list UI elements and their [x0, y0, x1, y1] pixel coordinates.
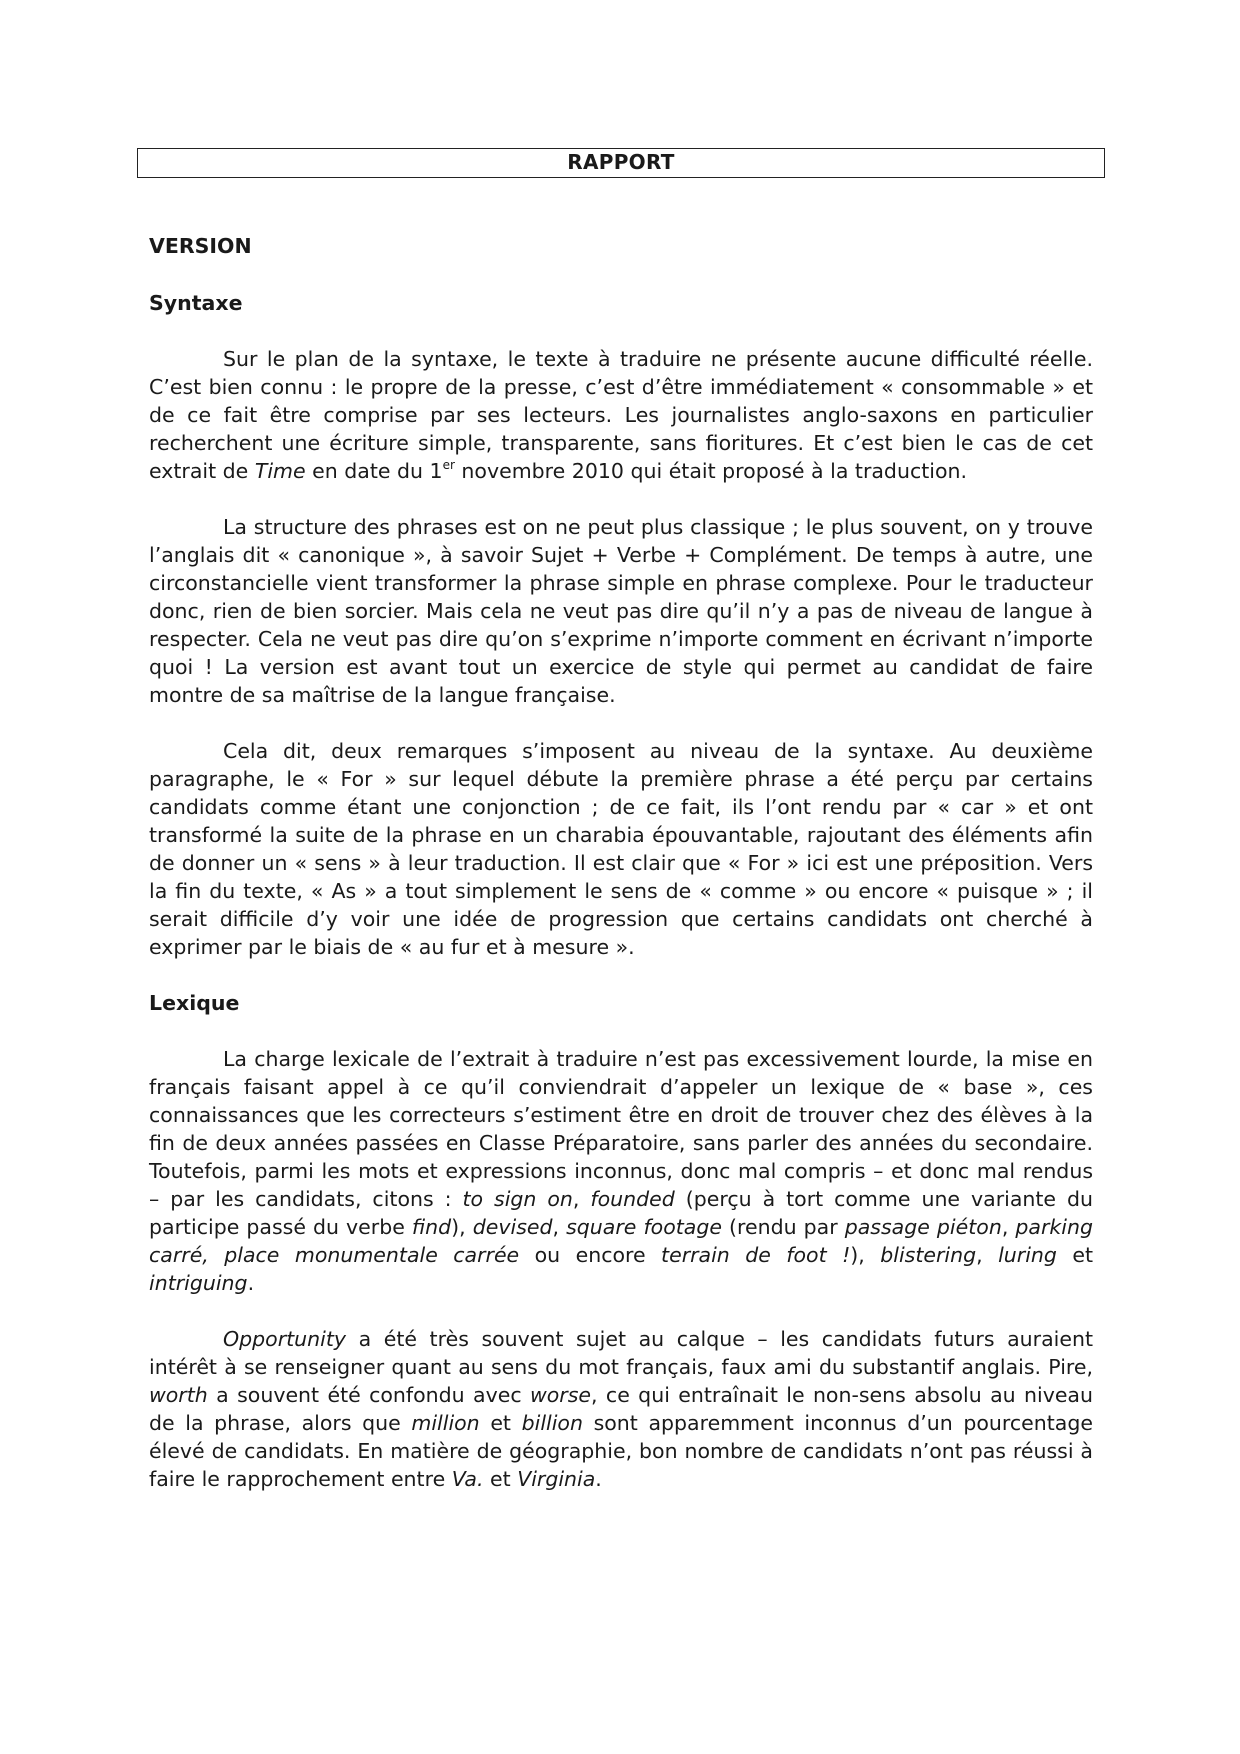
text-run: sont apparemment inconnus d’un pourcentage élevé de candidats. En matière de géographie, bon nombre de candidats n’ont pas réussi à faire le rapprochement entre: [149, 1411, 1093, 1491]
italic-term: find: [411, 1215, 452, 1239]
text-run: ),: [850, 1243, 881, 1267]
paragraph-syntaxe-2: La structure des phrases est on ne peut plus classique ; le plus souvent, on y trouve l’anglais dit « canonique », à savoir Sujet + Verbe + Complément. De temps à autre, une circonstancielle vient transformer la phrase simple en phrase complexe. Pour le traducteur donc, rien de bien sorcier. Mais cela ne veut pas dire qu’il n’y a pas de niveau de langue à respecter. Cela ne veut pas dire qu’on s’exprime n’importe comment en écrivant n’importe quoi ! La version est avant tout un exercice de style qui permet au candidat de faire montre de sa maîtrise de la langue française.: [149, 515, 1093, 707]
italic-term: billion: [521, 1411, 583, 1435]
paragraph-lexique-2: [149, 1325, 1093, 1493]
text-run: ,: [976, 1243, 999, 1267]
italic-term: square footage: [566, 1215, 722, 1239]
text-run: novembre 2010 qui était proposé à la traduction.: [454, 459, 967, 483]
text-run: Sur le plan de la syntaxe, le texte à traduire ne présente aucune difficulté réelle. C’est bien connu : le propre de la presse, c’est d’être immédiatement « consommable » et de ce fait être comprise par ses lecteurs. Les journalistes anglo-saxons en particulier recherchent une écriture simple, transparente, sans fioritures. Et c’est bien le cas de cet extrait de: [149, 347, 1093, 483]
paragraph-syntaxe-3: Cela dit, deux remarques s’imposent au niveau de la syntaxe. Au deuxième paragraphe, le « For » sur lequel débute la première phrase a été perçu par certains candidats comme étant une conjonction ; de ce fait, ils l’ont rendu par « car » et ont transformé la suite de la phrase en un charabia épouvantable, rajoutant des éléments afin de donner un « sens » à leur traduction. Il est clair que « For » ici est une préposition. Vers la fin du texte, « As » a tout simplement le sens de « comme » ou encore « puisque » ; il serait difficile d’y voir une idée de progression que certains candidats ont cherché à exprimer par le biais de « au fur et à mesure ».: [149, 739, 1093, 959]
italic-term: Virginia: [517, 1467, 596, 1491]
italic-term: terrain de foot !: [661, 1243, 851, 1267]
italic-term: Opportunity: [223, 1327, 347, 1351]
italic-term: passage piéton: [844, 1215, 1002, 1239]
section-heading-version: VERSION: [149, 234, 252, 258]
italic-term: Va.: [451, 1467, 484, 1491]
italic-term: Time: [254, 459, 306, 483]
text-run: , ce qui entraînait le non-sens absolu au niveau de la phrase, alors que: [149, 1383, 1093, 1435]
italic-term: intriguing: [149, 1271, 248, 1295]
text-run: La charge lexicale de l’extrait à traduire n’est pas excessivement lourde, la mise en français faisant appel à ce qu’il conviendrait d’appeler un lexique de « base », ces connaissances que les correcteurs s’estiment être en droit de trouver chez des élèves à la fin de deux années passées en Classe Préparatoire, sans parler des années du secondaire. Toutefois, parmi les mots et expressions inconnus, donc mal compris – et donc mal rendus – par les candidats, citons :: [149, 1047, 1093, 1211]
superscript: er: [442, 458, 455, 472]
italic-term: worse: [530, 1383, 592, 1407]
text-run: et: [1056, 1243, 1093, 1267]
paragraph-lexique-1: [149, 1045, 1093, 1297]
text-run: et: [483, 1467, 518, 1491]
text-run: ou encore: [519, 1243, 662, 1267]
italic-term: devised: [472, 1215, 553, 1239]
italic-term: parking carré, place monumentale carrée: [149, 1215, 1093, 1267]
text-run: en date du 1: [305, 459, 443, 483]
text-run: ),: [451, 1215, 473, 1239]
text-run: a souvent été confondu avec: [207, 1383, 530, 1407]
subheading-lexique: Lexique: [149, 991, 240, 1015]
text-run: (rendu par: [721, 1215, 845, 1239]
italic-term: luring: [998, 1243, 1057, 1267]
text-run: a été très souvent sujet au calque – les candidats futurs auraient intérêt à se renseigner quant au sens du mot français, faux ami du substantif anglais. Pire,: [149, 1327, 1093, 1379]
text-run: et: [479, 1411, 522, 1435]
italic-term: million: [411, 1411, 480, 1435]
italic-term: worth: [149, 1383, 208, 1407]
italic-term: to sign on: [462, 1187, 573, 1211]
text-run: ,: [552, 1215, 567, 1239]
subheading-syntaxe: Syntaxe: [149, 291, 243, 315]
paragraph-syntaxe-1: [149, 345, 1093, 485]
text-run: (perçu à tort comme une variante du participe passé du verbe: [149, 1187, 1093, 1239]
report-title: RAPPORT: [137, 148, 1105, 178]
text-run: .: [247, 1271, 255, 1295]
text-run: ,: [1001, 1215, 1016, 1239]
text-run: ,: [572, 1187, 591, 1211]
italic-term: founded: [590, 1187, 675, 1211]
text-run: .: [595, 1467, 602, 1491]
italic-term: blistering: [880, 1243, 977, 1267]
document-body: [149, 232, 1093, 1493]
